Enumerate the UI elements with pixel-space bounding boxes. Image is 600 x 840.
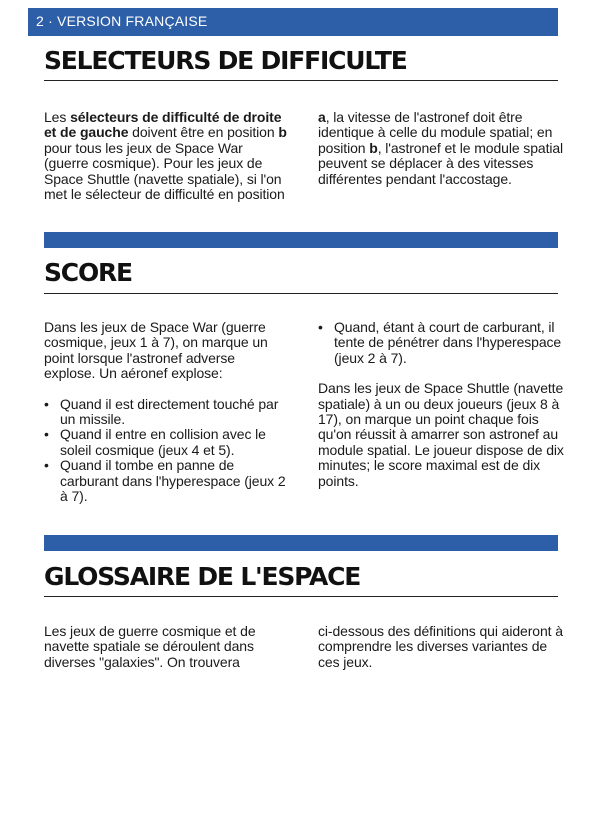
bullet-text: Quand, étant à court de carburant, il tente de pénétrer dans l'hyperespace (jeux 2 à 7). [334, 319, 562, 366]
page-header-label: 2 · VERSION FRANÇAISE [36, 13, 208, 29]
difficulty-position-a-bold: a [318, 109, 326, 125]
glossary-right-column [318, 624, 566, 670]
difficulty-left-paragraph [44, 110, 288, 202]
bullet-icon: • [44, 426, 49, 443]
difficulty-selectors-bold: sélecteurs de difficulté de droite et de gauche [44, 109, 282, 141]
score-left-bullet-list [44, 397, 288, 505]
score-section-title: SCORE [44, 258, 132, 287]
difficulty-right-column [318, 110, 566, 187]
difficulty-position-b-bold: b [278, 124, 287, 141]
page-header-bar [28, 8, 558, 36]
score-right-paragraph: Dans les jeux de Space Shuttle (navette spatiale) à un ou deux joueurs (jeux 8 à 17), on marque un point chaque fois qu'on réussit à amarrer son astronef au module spatial. Le joueur dispose de dix minutes; le score maximal est de dix points. [318, 380, 564, 489]
difficulty-right-paragraph [318, 110, 566, 187]
section-divider-bar-2 [44, 535, 558, 551]
glossary-title-rule [44, 596, 558, 597]
difficulty-title-rule [44, 80, 558, 81]
difficulty-left-mid: doivent être en position [128, 124, 279, 141]
bullet-text: Quand il entre en collision avec le soleil cosmique (jeux 4 et 5). [60, 426, 266, 458]
glossary-right-paragraph: ci-dessous des définitions qui aideront à comprendre les diverses variantes de ces jeux. [318, 623, 563, 670]
section-divider-bar-1 [44, 232, 558, 248]
list-item [318, 320, 566, 366]
score-left-intro: Dans les jeux de Space War (guerre cosmique, jeux 1 à 7), on marque un point lorsque l'astronef adverse explose. Un aéronef explose: [44, 319, 268, 382]
list-item [44, 458, 288, 504]
score-left-column [44, 320, 288, 504]
list-item [44, 397, 288, 428]
difficulty-section-title: SELECTEURS DE DIFFICULTE [44, 46, 407, 75]
difficulty-right-mid: , la vitesse de l'astronef doit être identique à celle du module spatial; en position [318, 109, 553, 156]
glossary-left-column [44, 624, 288, 670]
difficulty-right-post: , l'astronef et le module spatial peuvent se déplacer à des vitesses différentes pendant l'accostage. [318, 139, 564, 187]
score-right-bullet-list [318, 320, 566, 366]
score-right-column [318, 320, 566, 489]
list-item [44, 427, 288, 458]
difficulty-right-b-bold: b [369, 139, 378, 156]
glossary-left-paragraph: Les jeux de guerre cosmique et de navette spatiale se déroulent dans diverses "galaxies". On trouvera [44, 623, 256, 670]
difficulty-left-post: pour tous les jeux de Space War (guerre cosmique). Pour les jeux de Space Shuttle (navette spatiale), si l'on met le sélecteur de difficulté en position [44, 139, 285, 203]
glossary-section-title: GLOSSAIRE DE L'ESPACE [44, 562, 361, 591]
difficulty-left-pre: Les [44, 109, 71, 125]
bullet-icon: • [44, 457, 49, 474]
bullet-text: Quand il est directement touché par un missile. [60, 395, 279, 428]
bullet-text: Quand il tombe en panne de carburant dans l'hyperespace (jeux 2 à 7). [60, 457, 286, 505]
bullet-icon: • [318, 319, 323, 335]
bullet-icon: • [44, 395, 49, 412]
score-title-rule [44, 293, 558, 294]
difficulty-left-column [44, 110, 288, 202]
